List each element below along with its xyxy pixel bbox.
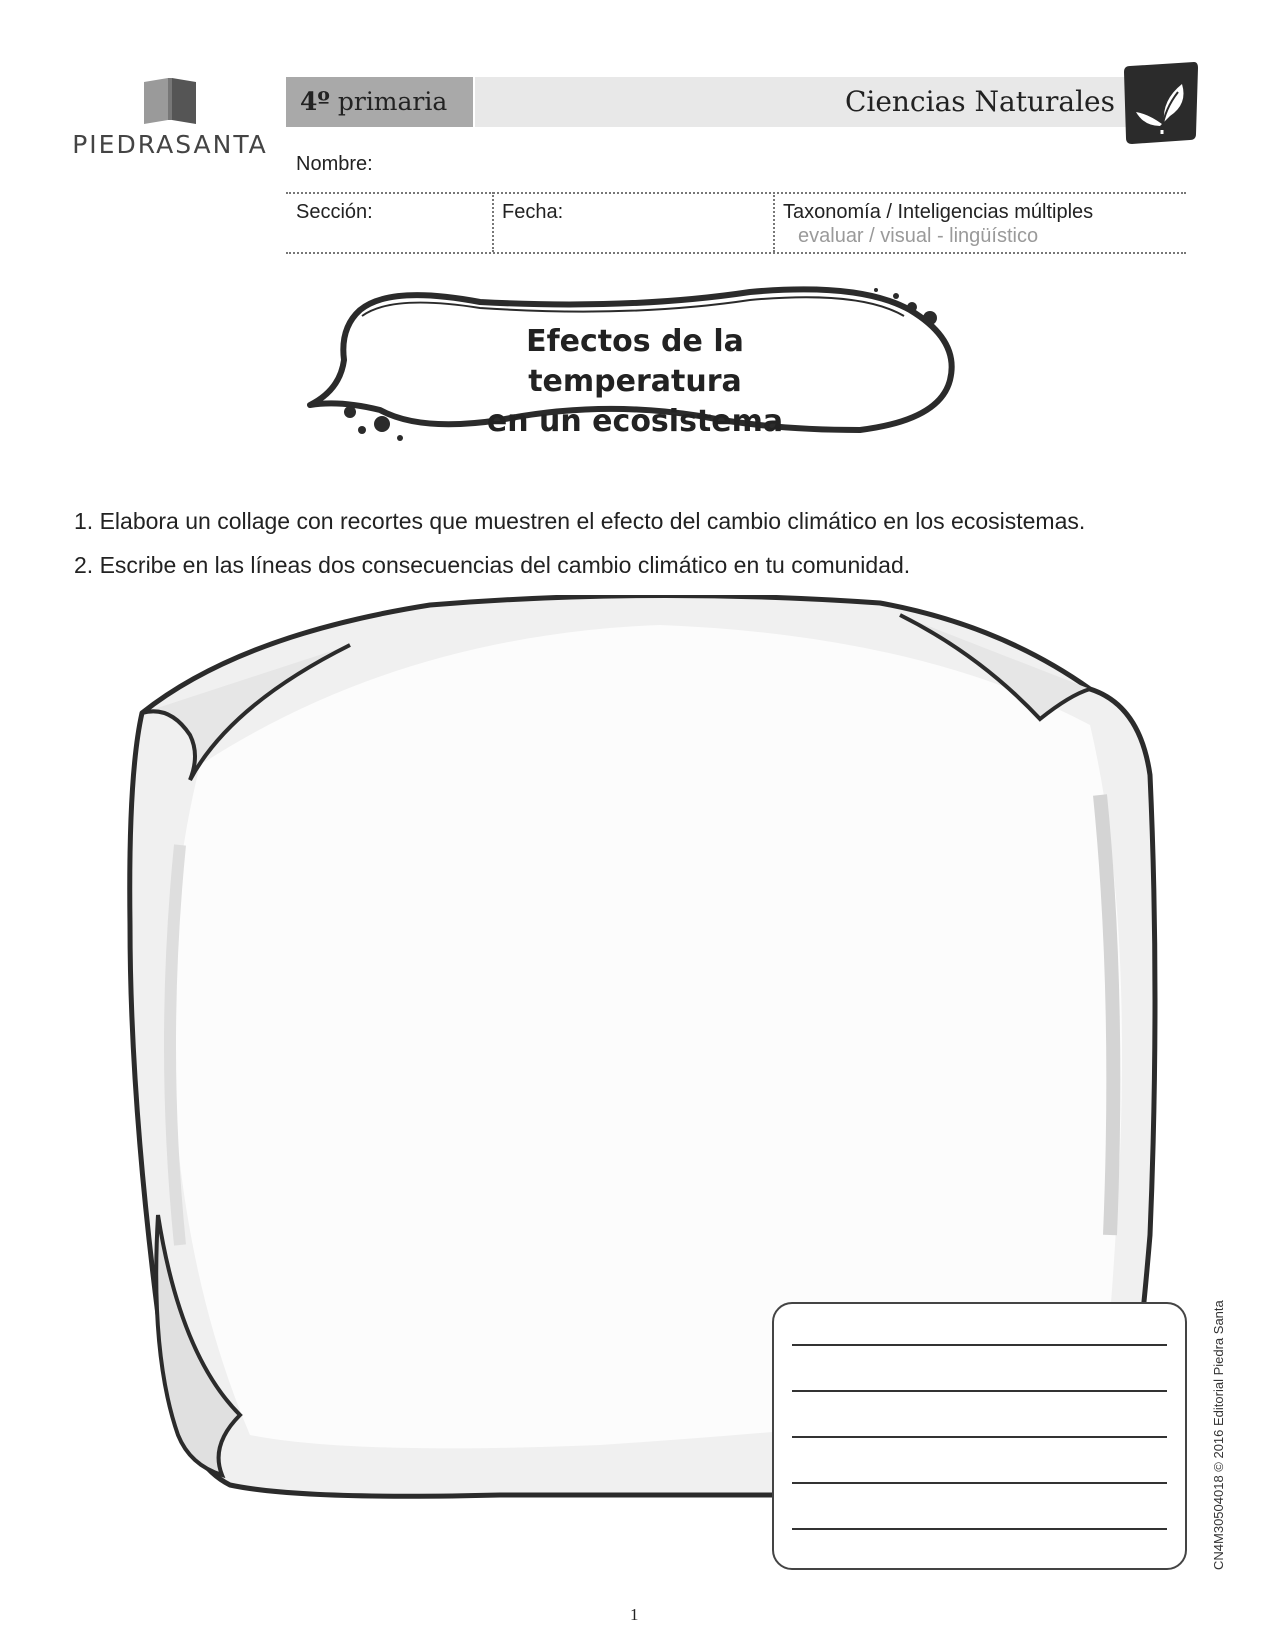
publisher-name: PIEDRASANTA xyxy=(72,130,268,159)
name-field-label: Nombre: xyxy=(296,153,373,175)
page-number: 1 xyxy=(630,1605,639,1624)
divider xyxy=(286,252,1186,254)
instruction-1: 1. Elabora un collage con recortes que muestren el efecto del cambio climático en los ecosistemas. xyxy=(74,508,1086,534)
worksheet-title xyxy=(420,322,850,442)
taxonomy-values: evaluar / visual - lingüístico xyxy=(798,225,1039,247)
grade-number: 4º xyxy=(300,87,330,116)
copyright-code: CN4M30504018 © 2016 Editorial Piedra Santa xyxy=(1211,1300,1226,1570)
publisher-logo xyxy=(60,70,280,170)
answer-line[interactable] xyxy=(792,1436,1167,1438)
answer-line[interactable] xyxy=(792,1482,1167,1484)
instruction-2: 2. Escribe en las líneas dos consecuencias del cambio climático en tu comunidad. xyxy=(74,552,911,578)
divider xyxy=(492,192,494,252)
answer-line[interactable] xyxy=(792,1344,1167,1346)
title-line-2: en un ecosistema xyxy=(486,404,784,439)
grade-label xyxy=(286,77,473,127)
leaf-icon xyxy=(1122,60,1200,144)
grade-text: primaria xyxy=(337,87,448,116)
answer-line[interactable] xyxy=(792,1390,1167,1392)
subject-title: Ciencias Naturales xyxy=(475,77,1135,127)
answer-lines-box[interactable] xyxy=(772,1302,1187,1570)
section-field-label: Sección: xyxy=(296,201,373,223)
answer-line[interactable] xyxy=(792,1528,1167,1530)
title-line-1: Efectos de la temperatura xyxy=(526,324,744,399)
divider xyxy=(286,192,1186,194)
date-field-label: Fecha: xyxy=(502,201,564,223)
open-book-icon xyxy=(140,76,200,126)
divider xyxy=(773,192,775,252)
taxonomy-label: Taxonomía / Inteligencias múltiples xyxy=(783,201,1094,223)
